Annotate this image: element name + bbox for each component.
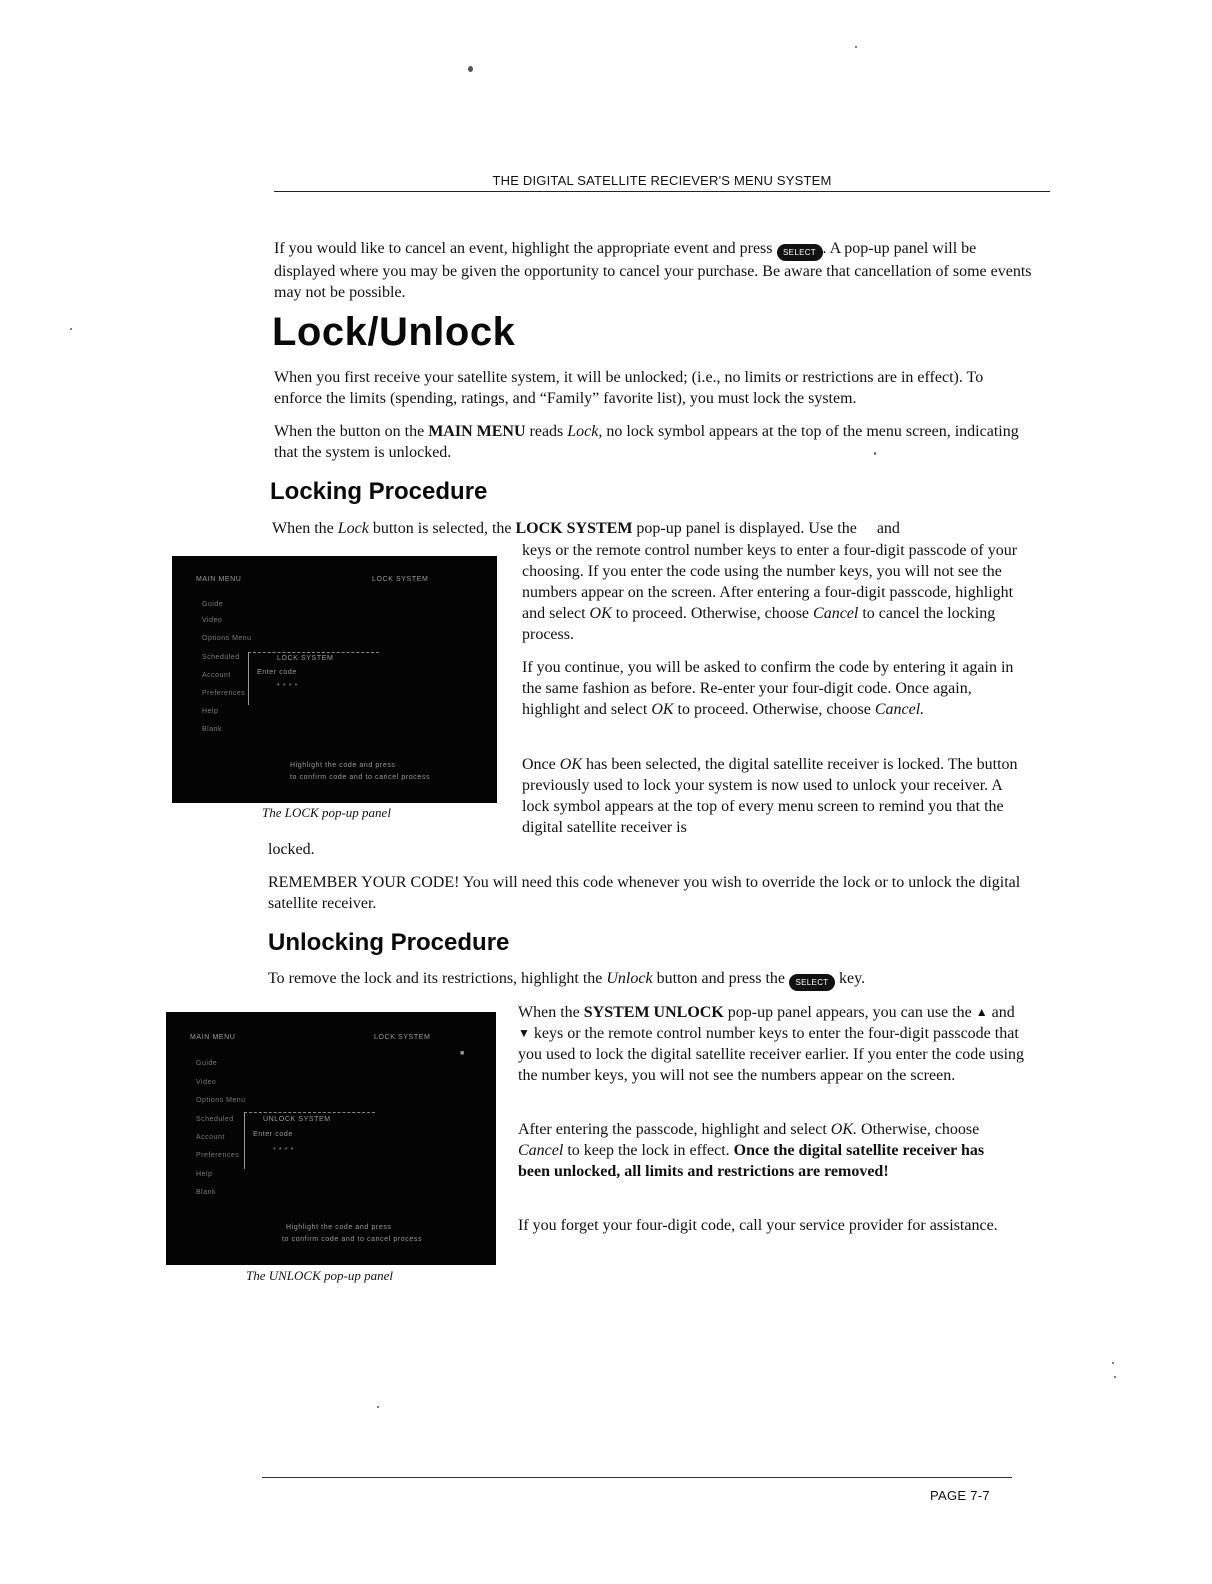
caption-rest: pop-up panel [321,805,391,820]
down-arrow-icon: ▼ [518,1026,530,1040]
screen-footer-line: Highlight the code and press [286,1224,392,1231]
scan-speck [70,328,72,330]
p2-text-a: When the button on the [274,423,425,440]
screen-footer-line: to confirm code and to cancel process [282,1236,423,1243]
remember-paragraph: REMEMBER YOUR CODE! You will need this code whenever you wish to override the lock or to unlock the digital satellite receiver. [268,874,1021,912]
lock-term: Lock, [567,423,603,440]
locking-col1-a: keys or the remote control number keys to enter a four-digit passcode of your choosing. If you enter the code using the number keys, you will not see the numbers appear on the screen. After entering a four-digit passcode, highlight and select [522,542,1018,622]
screen-item: Scheduled [202,654,240,661]
cancel-term: Cancel. [874,701,925,718]
unlocking-paragraph-2 [518,1119,1018,1182]
screen-item: Help [196,1171,213,1178]
caption-rest: pop-up panel [324,1268,393,1283]
unlocking-lead-a: To remove the lock and its restrictions, highlight the [268,970,603,987]
select-key-icon: SELECT [789,974,835,991]
scan-speck [874,452,876,455]
screen-item: Options Menu [196,1097,246,1104]
screen-menu-title: MAIN MENU [190,1034,236,1041]
p2-text-b: reads [529,423,564,440]
section-paragraph-2 [274,421,1030,463]
unlocked-warning: Once the digital satellite receiver has been unlocked, all limits and restrictions are removed! [518,1142,985,1180]
locking-lead [272,518,1032,539]
ok-term: OK [589,605,612,622]
screen-item: Scheduled [196,1116,234,1123]
screen-popup-line: Enter code [253,1131,293,1138]
screen-item: Video [202,617,223,624]
unlocking-lead-c: key. [839,970,866,987]
screen-item: Preferences [202,690,246,697]
locking-heading: Locking Procedure [270,478,488,505]
screen-popup-line: * * * * [277,683,298,690]
lock-panel-caption [262,805,391,821]
section-title: Lock/Unlock [272,310,516,354]
screen-item: Guide [196,1060,218,1067]
footer-rule [262,1477,1012,1478]
ok-term: OK [559,756,582,773]
screen-popup-title: LOCK SYSTEM [277,655,334,662]
unlocking-col1-a: When the [518,1004,580,1021]
locking-paragraph-3-tail: locked. [268,841,315,858]
screen-system-title: LOCK SYSTEM [374,1034,431,1041]
page-number: PAGE 7-7 [930,1488,990,1503]
screen-popup [244,1112,375,1169]
scan-speck [377,1406,379,1408]
unlocking-col1-c: and [991,1004,1015,1021]
locking-col2-b: to proceed. Otherwise, choose [677,701,871,718]
unlocking-lead-b: button and press the [656,970,785,987]
screen-popup-line: Enter code [257,669,297,676]
scan-speck [855,46,857,48]
system-unlock-term: SYSTEM UNLOCK [583,1004,724,1021]
locking-col2-a: If you continue, you will be asked to confirm the code by entering it again in the same fashion as before. Re-enter your four-digit code. Once again, highlight and select [522,659,1014,718]
main-menu-term: MAIN MENU [428,423,526,440]
lock-system-term: LOCK SYSTEM [515,520,633,537]
unlocking-col2-b: Otherwise, choose [861,1121,980,1138]
screen-item: Options Menu [202,635,252,642]
screen-item: Account [202,672,231,679]
lock-panel-screenshot [172,556,497,803]
cancel-term: Cancel [518,1142,564,1159]
locking-col3-a: Once [522,756,556,773]
unlocking-paragraph-3: If you forget your four-digit code, call your service provider for assistance. [518,1217,998,1234]
p2-text-c: no lock symbol appears at the top of the menu screen, indicating that the system is unlocked. [274,423,1019,461]
intro-text-2: . A pop-up panel will be displayed where you may be given the opportunity to cancel your purchase. Be aware that cancellation of some events may not be possible. [274,240,1032,301]
locking-lead-lock: Lock [337,520,369,537]
intro-paragraph [274,238,1034,303]
locking-lead-a: When the [272,520,334,537]
screen-item: Account [196,1134,225,1141]
screen-popup-title: UNLOCK SYSTEM [263,1116,331,1123]
screen-system-title: LOCK SYSTEM [372,576,429,583]
section-paragraph-1: When you first receive your satellite system, it will be unlocked; (i.e., no limits or restrictions are in effect). To enforce the limits (spending, ratings, and “Family” favorite list), you must lock the system. [274,369,984,407]
up-arrow-icon: ▲ [975,1005,988,1019]
scan-speck [1114,1376,1116,1378]
screen-footer-line: to confirm code and to cancel process [290,774,431,781]
unlocking-col1-b: pop-up panel appears, you can use the [727,1004,972,1021]
unlocking-col2-c: to keep the lock in effect. [567,1142,730,1159]
locking-col1-b: to proceed. Otherwise, choose [615,605,810,622]
unlocking-heading: Unlocking Procedure [268,929,510,956]
locking-col3-b: has been selected, the digital satellite receiver is locked. The button previously used to lock your system is now used to unlock your receiver. A lock symbol appears at the top of every menu screen to remind you that the digital satellite receiver is [522,756,1018,836]
header-rule [274,191,1050,192]
locking-lead-b: button is selected, the [372,520,512,537]
screen-item: Video [196,1079,217,1086]
locking-paragraph-3 [522,754,1018,838]
screen-popup [248,652,379,705]
select-key-icon: SELECT [777,244,823,261]
locking-lead-c: pop-up panel is displayed. Use the [636,520,857,537]
ok-term: OK. [830,1121,858,1138]
screen-item: Blank [202,726,223,733]
caption-lock: LOCK [284,805,319,820]
unlocking-col1-d: keys or the remote control number keys to enter the four-digit passcode that you used to lock the digital satellite receiver earlier. If you enter the code using the number keys, you will not see the numbers appear on the screen. [518,1025,1025,1084]
screen-item: Preferences [196,1152,240,1159]
screen-item: Help [202,708,219,715]
unlock-panel-screenshot [166,1012,496,1265]
unlocking-col2-a: After entering the passcode, highlight and select [518,1121,827,1138]
intro-text-1: If you would like to cancel an event, highlight the appropriate event and press [274,240,773,257]
locking-paragraph-2 [522,657,1028,720]
unlock-term: Unlock [606,970,653,987]
caption-unlock: UNLOCK [268,1268,321,1283]
screen-popup-line: * * * * [273,1147,294,1154]
screen-lock-icon: ■ [460,1050,465,1057]
screen-footer-line: Highlight the code and press [290,762,396,769]
screen-item: Blank [196,1189,217,1196]
unlocking-paragraph-1 [518,1002,1028,1086]
screen-item: Guide [202,601,224,608]
caption-the: The [246,1268,266,1283]
locking-paragraph-1 [522,540,1028,645]
scan-speck [1112,1362,1114,1364]
locking-lead-d: and [876,520,900,537]
unlock-panel-caption [246,1268,393,1284]
running-header: THE DIGITAL SATELLITE RECIEVER'S MENU SYSTEM [492,173,832,188]
unlocking-lead [268,968,1028,991]
caption-the: The [262,805,282,820]
screen-menu-title: MAIN MENU [196,576,242,583]
locking-col1-c: to cancel the locking process. [522,605,996,643]
ok-term: OK [651,701,674,718]
cancel-term: Cancel [813,605,859,622]
scan-speck [468,66,473,72]
